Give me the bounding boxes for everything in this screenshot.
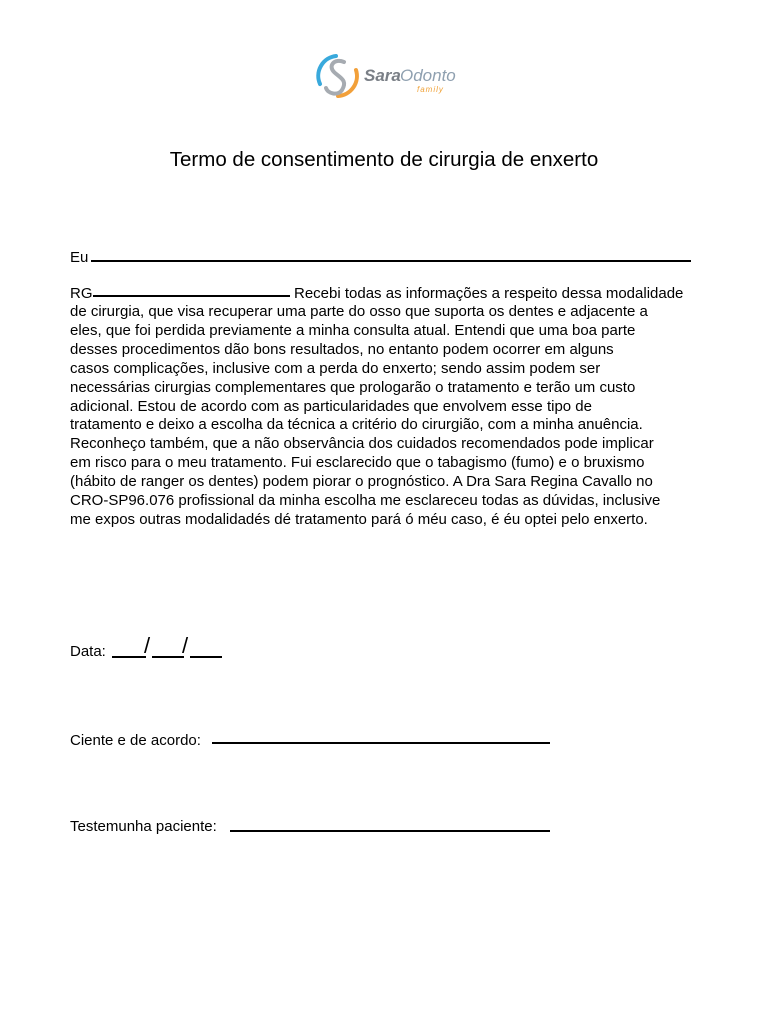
paragraph-line: tratamento e deixo a escolha da técnica a critério do cirurgião, com a minha anuência. (70, 416, 643, 434)
eu-name-field-line[interactable] (91, 260, 691, 262)
consent-paragraph (70, 303, 710, 530)
logo-mark-icon (318, 56, 357, 96)
date-month-field-line[interactable] (152, 656, 184, 658)
logo-brand-sara: Sara (364, 66, 401, 85)
paragraph-line: necessárias cirurgias complementares que prologarão o tratamento e terão um custo (70, 378, 636, 396)
testemunha-label: Testemunha paciente: (70, 818, 217, 835)
paragraph-line: em risco para o meu tratamento. Fui esclarecido que o tabagismo (fumo) e o bruxismo (70, 454, 645, 472)
rg-text: Recebi todas as informações a respeito dessa modalidade (294, 285, 684, 302)
sara-odonto-logo (314, 50, 479, 102)
date-separator: / (144, 633, 151, 658)
paragraph-line: me expos outras modalidadés dé tratamento pará ó méu caso, é éu optei pelo enxerto. (70, 510, 648, 528)
date-year-field-line[interactable] (190, 656, 222, 658)
paragraph-line: CRO-SP96.076 profissional da minha escolha me esclareceu todas as dúvidas, inclusive (70, 492, 661, 510)
testemunha-signature-line[interactable] (230, 830, 550, 832)
date-day-field-line[interactable] (112, 656, 146, 658)
rg-field-line[interactable] (93, 295, 290, 297)
eu-label: Eu (70, 249, 89, 266)
paragraph-line: casos complicações, inclusive com a perda do enxerto; sendo assim podem ser (70, 359, 601, 377)
page-title: Termo de consentimento de cirurgia de enxerto (169, 148, 599, 171)
paragraph-line: eles, que foi perdida previamente a minha consulta atual. Entendi que uma boa parte (70, 321, 636, 339)
paragraph-line: (hábito de ranger os dentes) podem piorar o prognóstico. A Dra Sara Regina Cavallo no (70, 473, 653, 491)
date-separator: / (182, 633, 189, 658)
paragraph-line: de cirurgia, que visa recuperar uma parte do osso que suporta os dentes e adjacente a (70, 303, 648, 320)
logo-brand-odonto: Odonto (400, 66, 456, 85)
rg-label: RG (70, 285, 93, 302)
paragraph-line: Reconheço também, que a não observância dos cuidados recomendados pode implicar (70, 435, 654, 453)
date-label: Data: (70, 643, 106, 660)
paragraph-line: adicional. Estou de acordo com as particularidades que envolvem esse tipo de (70, 397, 592, 415)
logo-tagline: family (417, 85, 444, 94)
ciente-label: Ciente e de acordo: (70, 732, 201, 749)
paragraph-line: desses procedimentos dão bons resultados, no entanto podem ocorrer em alguns (70, 340, 614, 358)
ciente-signature-line[interactable] (212, 742, 550, 744)
